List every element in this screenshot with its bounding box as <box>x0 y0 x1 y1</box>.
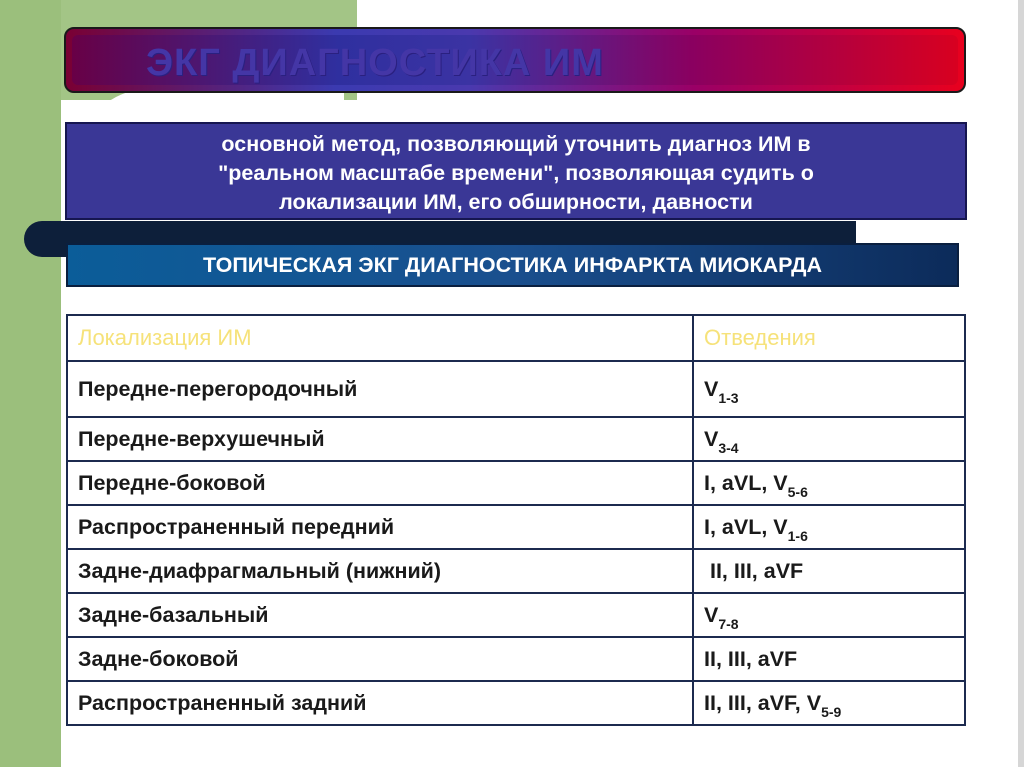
header-leads: Отведения <box>693 315 965 361</box>
cell-leads <box>693 637 965 681</box>
description-line-1: основной метод, позволяющий уточнить диагноз ИМ в <box>221 132 811 156</box>
cell-localization: Распространенный задний <box>67 681 693 725</box>
title-bar <box>64 27 966 93</box>
cell-localization: Передне-боковой <box>67 461 693 505</box>
cell-leads <box>693 417 965 461</box>
lead-text: I, aVL, V <box>704 470 788 495</box>
cell-leads <box>693 593 965 637</box>
description-line-3: локализации ИМ, его обширности, давности <box>279 190 753 214</box>
lead-text: V <box>704 376 719 401</box>
table-row <box>67 505 965 549</box>
decor-right-edge <box>1018 0 1024 767</box>
slide-title: ЭКГ ДИАГНОСТИКА ИМ <box>146 42 604 84</box>
cell-leads <box>693 505 965 549</box>
lead-subscript: 5-9 <box>821 703 842 720</box>
table-row <box>67 361 965 417</box>
lead-subscript: 7-8 <box>718 615 739 632</box>
cell-leads <box>693 549 965 593</box>
decor-green-strip <box>0 0 61 767</box>
cell-leads <box>693 681 965 725</box>
localization-table <box>66 314 966 726</box>
description-line-2: "реальном масштабе времени", позволяющая судить о <box>218 161 814 185</box>
cell-leads <box>693 361 965 417</box>
cell-localization: Задне-базальный <box>67 593 693 637</box>
table-row <box>67 549 965 593</box>
lead-subscript: 5-6 <box>787 483 808 500</box>
lead-subscript: 1-6 <box>787 527 808 544</box>
header-localization: Локализация ИМ <box>67 315 693 361</box>
lead-text: II, III, aVF, V <box>704 690 822 715</box>
lead-subscript: 3-4 <box>718 439 739 456</box>
cell-localization: Задне-боковой <box>67 637 693 681</box>
table-row <box>67 417 965 461</box>
description-box <box>65 122 967 220</box>
lead-text: II, III, aVF <box>704 558 804 583</box>
cell-localization: Задне-диафрагмальный (нижний) <box>67 549 693 593</box>
cell-localization: Передне-перегородочный <box>67 361 693 417</box>
cell-localization: Распространенный передний <box>67 505 693 549</box>
table-header-row <box>67 315 965 361</box>
cell-leads <box>693 461 965 505</box>
subtitle-bar: ТОПИЧЕСКАЯ ЭКГ ДИАГНОСТИКА ИНФАРКТА МИОКАРДА <box>66 243 959 287</box>
cell-localization: Передне-верхушечный <box>67 417 693 461</box>
lead-text: V <box>704 426 719 451</box>
table-row <box>67 681 965 725</box>
lead-text: II, III, aVF <box>704 646 798 671</box>
lead-text: I, aVL, V <box>704 514 788 539</box>
lead-subscript: 1-3 <box>718 389 739 406</box>
lead-text: V <box>704 602 719 627</box>
table-row <box>67 461 965 505</box>
table-row <box>67 593 965 637</box>
table-row <box>67 637 965 681</box>
